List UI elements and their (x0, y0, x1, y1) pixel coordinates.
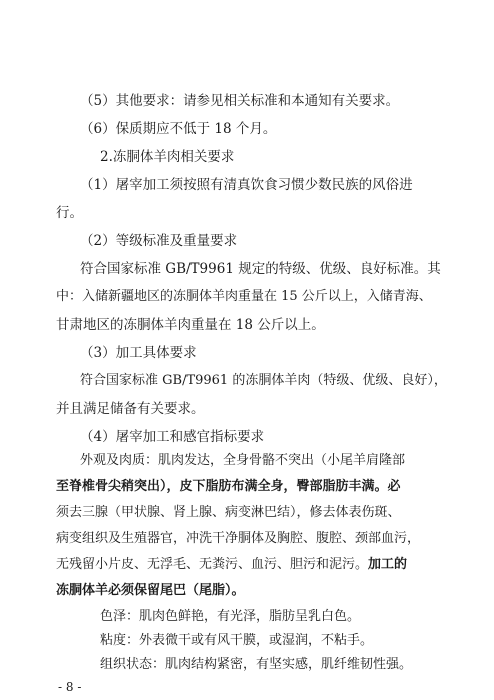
paragraph-line: 符合国家标准 GB/T9961 规定的特级、优级、良好标准。其 (80, 261, 441, 277)
paragraph-line: 并且满足储备有关要求。 (56, 401, 205, 417)
paragraph-line: 外观及肉质：肌肉发达，全身骨骼不突出（小尾羊肩隆部 (80, 453, 406, 468)
page-number: - 8 - (58, 680, 82, 694)
paragraph-line: 行。 (56, 205, 83, 221)
subsection-heading: （3）加工具体要求 (80, 345, 197, 361)
subsection-heading: （4）屠宰加工和感官指标要求 (80, 429, 265, 445)
paragraph-line: （1）屠宰加工须按照有清真饮食习惯少数民族的风俗进 (80, 177, 413, 193)
paragraph-line (56, 556, 407, 574)
paragraph-line: 粘度：外表微干或有风干膜，或湿润，不粘手。 (100, 633, 374, 648)
paragraph-line: （5）其他要求：请参见相关标准和本通知有关要求。 (80, 93, 400, 109)
section-heading: 2.冻胴体羊肉相关要求 (100, 149, 235, 165)
paragraph-line: （6）保质期应不低于 18 个月。 (80, 121, 277, 137)
emphasis-line: 冻胴体羊必须保留尾巴（尾脂）。 (56, 583, 245, 598)
paragraph-line: 病变组织及生殖器官，冲洗干净胴体及胸腔、腹腔、颈部血污， (56, 531, 421, 546)
paragraph-line: 甘肃地区的冻胴体羊肉重量在 18 公斤以上。 (56, 317, 325, 333)
paragraph-line: 组织状态：肌肉结构紧密，有坚实感，肌纤维韧性强。 (100, 657, 413, 672)
paragraph-line: 中：入储新疆地区的冻胴体羊肉重量在 15 公斤以上，入储青海、 (56, 289, 432, 304)
subsection-heading: （2）等级标准及重量要求 (80, 233, 238, 249)
emphasis-text: 加工的 (368, 557, 408, 572)
paragraph-line: 至脊椎骨尖稍突出），皮下脂肪布满全身，臀部脂肪丰满。必 (56, 479, 401, 494)
paragraph-line: 符合国家标准 GB/T9961 的冻胴体羊肉（特级、优级、良好）， (80, 373, 447, 388)
paragraph-line: 色泽：肌肉色鲜艳，有光泽，脂肪呈乳白色。 (100, 609, 361, 624)
paragraph-line: 须去三腺（甲状腺、肾上腺、病变淋巴结），修去体表伤斑、 (56, 505, 401, 520)
paragraph-text: 无残留小片皮、无浮毛、无粪污、血污、胆污和泥污。 (56, 557, 369, 572)
